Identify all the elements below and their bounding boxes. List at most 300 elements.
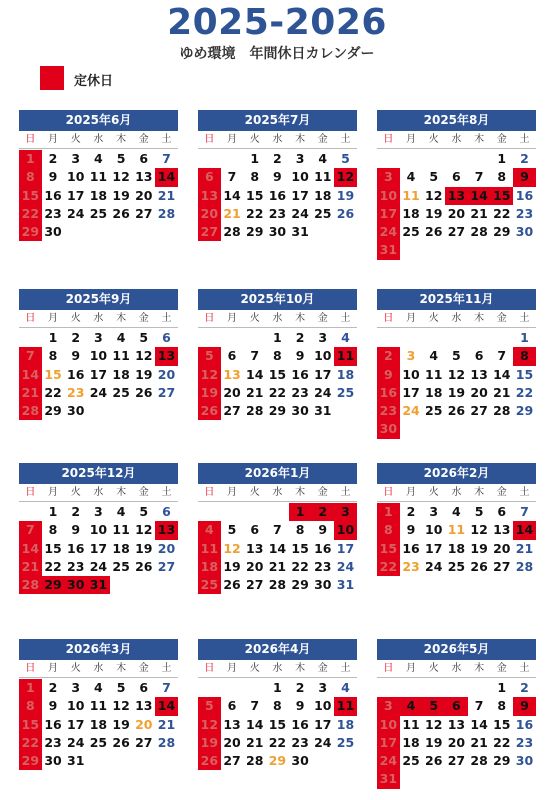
weekday-label: 火 [243, 660, 266, 678]
day-cell: 25 [314, 205, 332, 221]
day-cell: 31 [291, 224, 309, 240]
weekday-label: 火 [422, 660, 445, 678]
month-title: 2026年4月 [198, 639, 357, 660]
calendar-title: 2025-2026 [167, 2, 387, 43]
day-cell: 14 [223, 187, 241, 203]
day-cell: 16 [515, 716, 534, 732]
day-cell: 25 [402, 224, 420, 240]
day-cell: 11 [402, 716, 420, 732]
weekday-label: 月 [221, 131, 244, 149]
day-cell: 20 [157, 540, 176, 556]
day-cell: 24 [67, 734, 85, 750]
closed-day: 3 [377, 168, 400, 186]
day-cell: 19 [112, 716, 130, 732]
weekday-label: 金 [132, 131, 155, 149]
day-cell: 13 [135, 169, 153, 185]
day-cell: 13 [135, 698, 153, 714]
day-cell: 20 [223, 734, 241, 750]
empty-cell [243, 503, 266, 521]
day-cell: 12 [135, 522, 153, 538]
day-cell: 27 [135, 734, 153, 750]
day-cell: 8 [48, 522, 58, 538]
day-cell: 16 [268, 187, 287, 203]
month-calendar [198, 639, 357, 770]
day-cell: 10 [291, 169, 309, 185]
day-cell: 16 [314, 540, 332, 556]
day-cell: 23 [67, 384, 85, 400]
weekday-label: 月 [42, 310, 65, 328]
empty-cell [243, 329, 266, 347]
day-cell: 1 [250, 151, 260, 166]
day-cell: 23 [67, 558, 85, 574]
month-title: 2025年7月 [198, 110, 357, 131]
day-cell: 1 [520, 330, 529, 345]
day-cell: 9 [406, 522, 416, 538]
weekday-label: 木 [110, 484, 133, 502]
month-calendar [19, 289, 178, 420]
empty-cell [422, 329, 445, 347]
closed-day: 5 [198, 347, 221, 365]
day-cell: 27 [135, 205, 153, 221]
closed-day: 30 [377, 420, 400, 438]
day-cell: 19 [425, 205, 443, 221]
closed-day: 3 [377, 697, 400, 715]
day-cell: 9 [295, 348, 305, 364]
weekday-label: 月 [42, 484, 65, 502]
day-cell: 4 [429, 348, 439, 364]
day-cell: 23 [291, 734, 309, 750]
day-cell: 10 [402, 366, 420, 382]
weekday-label: 日 [198, 131, 221, 149]
day-cell: 7 [497, 348, 507, 364]
day-cell: 6 [139, 151, 149, 166]
weekday-label: 土 [513, 484, 536, 502]
day-cell: 6 [452, 169, 461, 185]
weekday-label: 水 [87, 131, 110, 149]
month-title: 2026年1月 [198, 463, 357, 484]
day-cell: 31 [67, 753, 85, 769]
day-cell: 21 [515, 540, 534, 556]
month-calendar [377, 639, 536, 789]
day-cell: 21 [157, 187, 176, 203]
weekday-label: 水 [445, 660, 468, 678]
day-cell: 13 [470, 366, 488, 382]
day-cell: 16 [515, 187, 534, 203]
day-cell: 7 [474, 169, 484, 185]
day-cell: 4 [406, 169, 416, 185]
day-cell: 26 [447, 403, 466, 419]
day-cell: 22 [44, 384, 62, 400]
empty-cell [422, 679, 445, 697]
day-cell: 25 [336, 734, 355, 750]
weekday-label: 日 [377, 310, 400, 328]
day-grid [19, 131, 178, 241]
closed-day: 14 [19, 540, 42, 558]
day-cell: 25 [425, 403, 443, 419]
day-grid [377, 484, 536, 576]
day-cell: 29 [291, 577, 309, 593]
day-cell: 18 [112, 540, 130, 556]
day-cell: 27 [447, 753, 466, 769]
empty-cell [377, 679, 400, 697]
weekday-label: 土 [513, 660, 536, 678]
day-cell: 8 [497, 698, 507, 714]
closed-day: 8 [19, 168, 42, 186]
weekday-label: 日 [19, 484, 42, 502]
weekday-label: 土 [155, 131, 178, 149]
day-cell: 2 [295, 680, 305, 695]
weekday-label: 水 [445, 484, 468, 502]
closed-day: 8 [19, 697, 42, 715]
weekday-label: 日 [19, 310, 42, 328]
day-cell: 17 [314, 716, 332, 732]
weekday-label: 火 [422, 131, 445, 149]
day-cell: 29 [515, 403, 534, 419]
day-cell: 18 [336, 716, 355, 732]
day-cell: 17 [89, 366, 108, 382]
day-cell: 13 [223, 716, 241, 732]
day-cell: 24 [89, 384, 108, 400]
day-cell: 25 [112, 558, 130, 574]
day-cell: 3 [318, 680, 328, 695]
weekday-label: 月 [221, 660, 244, 678]
closed-day: 22 [19, 205, 42, 223]
closed-day: 12 [198, 366, 221, 384]
closed-day: 22 [377, 558, 400, 576]
weekday-label: 木 [468, 660, 491, 678]
day-cell: 26 [336, 205, 355, 221]
day-cell: 15 [493, 716, 511, 732]
empty-cell [468, 679, 491, 697]
weekday-label: 木 [110, 131, 133, 149]
legend-label: 定休日 [74, 74, 114, 89]
weekday-label: 土 [513, 131, 536, 149]
day-cell: 12 [135, 348, 153, 364]
day-cell: 15 [44, 366, 62, 382]
day-cell: 24 [425, 558, 443, 574]
day-cell: 4 [318, 151, 328, 166]
day-cell: 1 [497, 680, 507, 695]
weekday-label: 土 [155, 310, 178, 328]
weekday-label: 木 [289, 131, 312, 149]
weekday-label: 土 [513, 310, 536, 328]
day-cell: 19 [112, 187, 130, 203]
day-cell: 29 [246, 224, 264, 240]
day-cell: 22 [268, 734, 287, 750]
closed-day: 28 [19, 402, 42, 420]
day-cell: 13 [493, 522, 511, 538]
day-cell: 27 [470, 403, 488, 419]
day-cell: 6 [474, 348, 484, 364]
month-calendar [377, 463, 536, 576]
day-cell: 10 [314, 348, 332, 364]
day-cell: 6 [497, 504, 507, 519]
day-cell: 6 [139, 680, 149, 695]
month-calendar [377, 110, 536, 260]
day-cell: 20 [493, 540, 511, 556]
day-cell: 11 [89, 169, 108, 185]
day-cell: 2 [295, 330, 305, 345]
month-calendar [19, 639, 178, 770]
weekday-label: 月 [400, 660, 423, 678]
day-cell: 19 [135, 366, 153, 382]
weekday-label: 水 [266, 484, 289, 502]
month-calendar [377, 289, 536, 439]
day-cell: 7 [474, 698, 484, 714]
closed-day: 15 [377, 540, 400, 558]
weekday-label: 日 [198, 310, 221, 328]
closed-day: 6 [198, 168, 221, 186]
day-cell: 8 [250, 169, 260, 185]
closed-day: 11 [334, 347, 357, 365]
closed-day: 10 [334, 521, 357, 539]
day-cell: 21 [470, 734, 488, 750]
month-title: 2025年9月 [19, 289, 178, 310]
day-cell: 28 [515, 558, 534, 574]
day-cell: 14 [246, 716, 264, 732]
day-grid [19, 310, 178, 420]
day-cell: 27 [223, 753, 241, 769]
day-cell: 22 [493, 205, 511, 221]
day-cell: 23 [44, 205, 62, 221]
weekday-label: 木 [468, 310, 491, 328]
day-cell: 22 [268, 384, 287, 400]
day-cell: 28 [246, 403, 264, 419]
day-cell: 1 [497, 151, 507, 166]
day-cell: 24 [67, 205, 85, 221]
day-cell: 15 [291, 540, 309, 556]
closed-day: 12 [334, 168, 357, 186]
day-cell: 28 [470, 753, 488, 769]
closed-day: 8 [377, 521, 400, 539]
empty-cell [377, 329, 400, 347]
day-cell: 30 [44, 753, 62, 769]
closed-day: 14 [513, 521, 536, 539]
empty-cell [198, 679, 221, 697]
day-grid [377, 660, 536, 789]
day-cell: 30 [291, 403, 309, 419]
day-cell: 5 [452, 348, 461, 364]
empty-cell [445, 679, 468, 697]
closed-day: 5 [422, 697, 445, 715]
day-cell: 7 [227, 169, 237, 185]
day-cell: 9 [273, 169, 282, 185]
day-cell: 4 [94, 680, 103, 695]
weekday-label: 月 [42, 660, 65, 678]
day-cell: 2 [520, 680, 529, 695]
closed-day: 1 [19, 150, 42, 168]
day-cell: 9 [48, 698, 58, 714]
day-cell: 23 [314, 558, 332, 574]
calendar-subtitle: ゆめ環境 年間休日カレンダー [179, 46, 375, 62]
empty-cell [400, 679, 423, 697]
empty-cell [221, 150, 244, 168]
day-cell: 5 [429, 169, 439, 185]
day-cell: 26 [470, 558, 488, 574]
day-cell: 25 [89, 734, 108, 750]
empty-cell [266, 503, 289, 521]
day-cell: 25 [89, 205, 108, 221]
month-title: 2026年3月 [19, 639, 178, 660]
day-cell: 4 [341, 330, 350, 345]
empty-cell [468, 329, 491, 347]
day-cell: 8 [295, 522, 305, 538]
day-cell: 7 [520, 504, 529, 519]
day-cell: 20 [223, 384, 241, 400]
day-cell: 26 [425, 224, 443, 240]
weekday-label: 金 [490, 310, 513, 328]
weekday-label: 木 [289, 484, 312, 502]
closed-day: 15 [19, 716, 42, 734]
closed-day: 16 [377, 384, 400, 402]
closed-day: 25 [198, 576, 221, 594]
day-cell: 5 [116, 151, 126, 166]
day-cell: 19 [470, 540, 488, 556]
closed-day: 7 [19, 347, 42, 365]
day-cell: 13 [223, 366, 241, 382]
day-cell: 7 [162, 151, 171, 166]
day-cell: 19 [447, 384, 466, 400]
day-cell: 5 [116, 680, 126, 695]
day-cell: 21 [470, 205, 488, 221]
day-cell: 18 [447, 540, 466, 556]
weekday-label: 金 [132, 660, 155, 678]
month-title: 2025年11月 [377, 289, 536, 310]
day-cell: 11 [314, 169, 332, 185]
day-cell: 6 [162, 330, 171, 345]
day-cell: 11 [112, 522, 130, 538]
day-cell: 5 [474, 504, 484, 519]
day-cell: 22 [493, 734, 511, 750]
day-cell: 1 [48, 330, 58, 345]
day-cell: 25 [112, 384, 130, 400]
day-cell: 20 [135, 716, 153, 732]
weekday-label: 木 [468, 484, 491, 502]
day-cell: 25 [402, 753, 420, 769]
month-title: 2026年5月 [377, 639, 536, 660]
empty-cell [468, 150, 491, 168]
day-cell: 16 [291, 366, 309, 382]
day-cell: 12 [447, 366, 466, 382]
day-cell: 4 [452, 504, 461, 519]
day-cell: 3 [71, 151, 81, 166]
day-cell: 13 [447, 716, 466, 732]
day-cell: 24 [336, 558, 355, 574]
day-cell: 28 [223, 224, 241, 240]
closed-day: 7 [19, 521, 42, 539]
weekday-label: 水 [87, 310, 110, 328]
closed-day: 14 [155, 697, 178, 715]
month-calendar [19, 463, 178, 594]
weekday-label: 日 [198, 484, 221, 502]
closed-day: 19 [198, 734, 221, 752]
empty-cell [400, 150, 423, 168]
weekday-label: 水 [445, 131, 468, 149]
day-cell: 21 [246, 734, 264, 750]
day-cell: 17 [67, 187, 85, 203]
day-cell: 27 [246, 577, 264, 593]
closed-day: 2 [311, 503, 334, 521]
closed-day: 13 [445, 187, 468, 205]
day-cell: 9 [48, 169, 58, 185]
day-cell: 25 [447, 558, 466, 574]
empty-cell [198, 150, 221, 168]
day-cell: 9 [318, 522, 328, 538]
day-cell: 27 [447, 224, 466, 240]
legend-swatch [40, 66, 64, 90]
day-cell: 30 [515, 753, 534, 769]
day-cell: 5 [341, 151, 350, 166]
day-grid [377, 310, 536, 439]
day-cell: 22 [246, 205, 264, 221]
month-title: 2025年8月 [377, 110, 536, 131]
month-calendar [198, 289, 357, 420]
empty-cell [198, 503, 221, 521]
day-cell: 27 [493, 558, 511, 574]
weekday-label: 木 [289, 310, 312, 328]
closed-day: 18 [198, 558, 221, 576]
weekday-label: 金 [311, 660, 334, 678]
day-cell: 22 [515, 384, 534, 400]
weekday-label: 土 [155, 484, 178, 502]
day-cell: 17 [67, 716, 85, 732]
day-cell: 30 [515, 224, 534, 240]
weekday-label: 月 [221, 484, 244, 502]
empty-cell [490, 329, 513, 347]
day-cell: 4 [341, 680, 350, 695]
weekday-label: 水 [266, 660, 289, 678]
day-cell: 2 [48, 680, 58, 695]
day-cell: 16 [291, 716, 309, 732]
day-cell: 5 [139, 504, 149, 519]
day-grid [198, 484, 357, 594]
weekday-label: 土 [334, 660, 357, 678]
weekday-label: 土 [334, 131, 357, 149]
closed-day: 4 [400, 697, 423, 715]
day-cell: 14 [493, 366, 511, 382]
weekday-label: 水 [87, 484, 110, 502]
weekday-label: 水 [445, 310, 468, 328]
day-cell: 12 [470, 522, 488, 538]
day-cell: 4 [116, 330, 126, 345]
day-cell: 17 [291, 187, 309, 203]
day-cell: 26 [135, 384, 153, 400]
closed-day: 3 [334, 503, 357, 521]
day-cell: 18 [336, 366, 355, 382]
day-cell: 23 [515, 734, 534, 750]
day-cell: 26 [135, 558, 153, 574]
closed-day: 13 [198, 187, 221, 205]
day-cell: 22 [291, 558, 309, 574]
empty-cell [377, 150, 400, 168]
day-cell: 7 [273, 522, 282, 538]
day-cell: 12 [112, 169, 130, 185]
closed-day: 31 [377, 770, 400, 788]
closed-day: 20 [198, 205, 221, 223]
weekday-label: 日 [377, 660, 400, 678]
closed-day: 10 [377, 716, 400, 734]
day-cell: 14 [246, 366, 264, 382]
day-cell: 8 [497, 169, 507, 185]
day-cell: 31 [314, 403, 332, 419]
day-cell: 11 [112, 348, 130, 364]
day-cell: 4 [94, 151, 103, 166]
day-cell: 3 [406, 348, 416, 364]
day-cell: 25 [336, 384, 355, 400]
day-cell: 24 [314, 734, 332, 750]
day-cell: 23 [515, 205, 534, 221]
day-cell: 15 [246, 187, 264, 203]
